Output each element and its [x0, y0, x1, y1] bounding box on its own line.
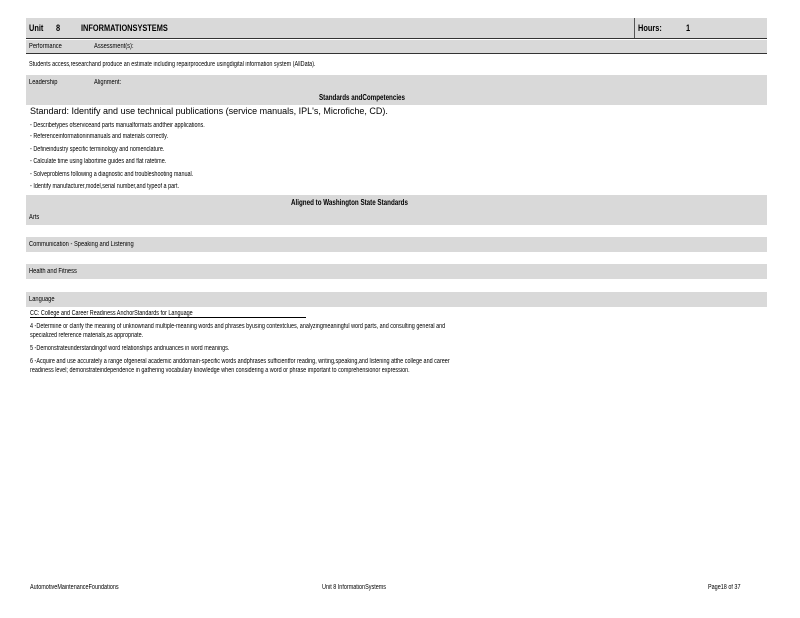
- language-item-5: 5 -Demonstrateunderstandingof word relationships andnuances in word meanings.: [30, 345, 230, 352]
- competency-item: - Referenceinformationinmanuals and materials correctly.: [30, 133, 168, 140]
- health-band: [26, 264, 767, 279]
- competency-item: - Identify manufacturer,model,serial number,and typeof a part.: [30, 183, 180, 190]
- hours-value: 1: [686, 23, 691, 33]
- arts-label: Arts: [29, 214, 40, 221]
- language-item-6: 6 -Acquire and use accurately a range ofgeneral academic anddomain-specific words andphrases sufficientfor reading, writing,speaking,and listening atthe college and career: [30, 358, 450, 365]
- assessment-label: Assessment(s):: [94, 43, 134, 50]
- performance-band: [26, 40, 767, 53]
- performance-text: Students access,researchand produce an estimate including repairprocedure usingdigital information system (AllData).: [29, 61, 316, 68]
- standards-heading: Standards andCompetencies: [319, 93, 405, 102]
- competency-item: - Calculate time using labortime guides and flat ratetime.: [30, 158, 167, 165]
- performance-rule: [26, 53, 767, 54]
- competency-item: - Solveproblems following a diagnostic and troubleshooting manual.: [30, 171, 194, 178]
- alignment-label: Alignment:: [94, 79, 122, 86]
- communication-band: [26, 237, 767, 252]
- competency-item: - Defineindustry specific terminology and nomenclature.: [30, 146, 165, 153]
- leadership-label: Leadership: [29, 79, 58, 86]
- hours-label: Hours:: [638, 23, 662, 33]
- cc-line: CC: College and Career Readiness AnchorStandards for Language: [30, 310, 193, 317]
- performance-label: Performance: [29, 43, 62, 50]
- standard-line: Standard: Identify and use technical publications (service manuals, IPL's, Microfiche, CD).: [30, 106, 388, 116]
- unit-number: 8: [56, 23, 61, 33]
- unit-label: Unit: [29, 23, 44, 33]
- language-item-4-cont: specialized reference materials,as appropriate.: [30, 332, 144, 339]
- footer-right: Page18 of 37: [708, 584, 741, 591]
- header-rule: [26, 38, 767, 39]
- communication-label: Communication - Speaking and Listening: [29, 241, 134, 248]
- language-label: Language: [29, 296, 55, 303]
- competency-item: - Describetypes ofserviceand parts manualformats andtheir applications.: [30, 122, 205, 129]
- language-item-6-cont: readiness level; demonstrateindependence in gathering vocabulary knowledge when considering a word or phrase important to comprehensionor expression.: [30, 367, 410, 374]
- cc-underline: [30, 317, 306, 318]
- language-item-4: 4 -Determine or clarify the meaning of unknownand multiple-meaning words and phrases byusing contextclues, analyzingmeaningful word parts, and consulting general and: [30, 323, 446, 330]
- footer-center: Unit 8 InformationSystems: [322, 584, 387, 591]
- washington-heading: Aligned to Washington State Standards: [291, 198, 408, 207]
- footer-left: AutomotiveMaintenanceFoundations: [30, 584, 119, 591]
- unit-title: INFORMATIONSYSTEMS: [81, 23, 168, 33]
- language-band: [26, 292, 767, 307]
- unit-header-divider: [634, 18, 635, 38]
- health-label: Health and Fitness: [29, 268, 77, 275]
